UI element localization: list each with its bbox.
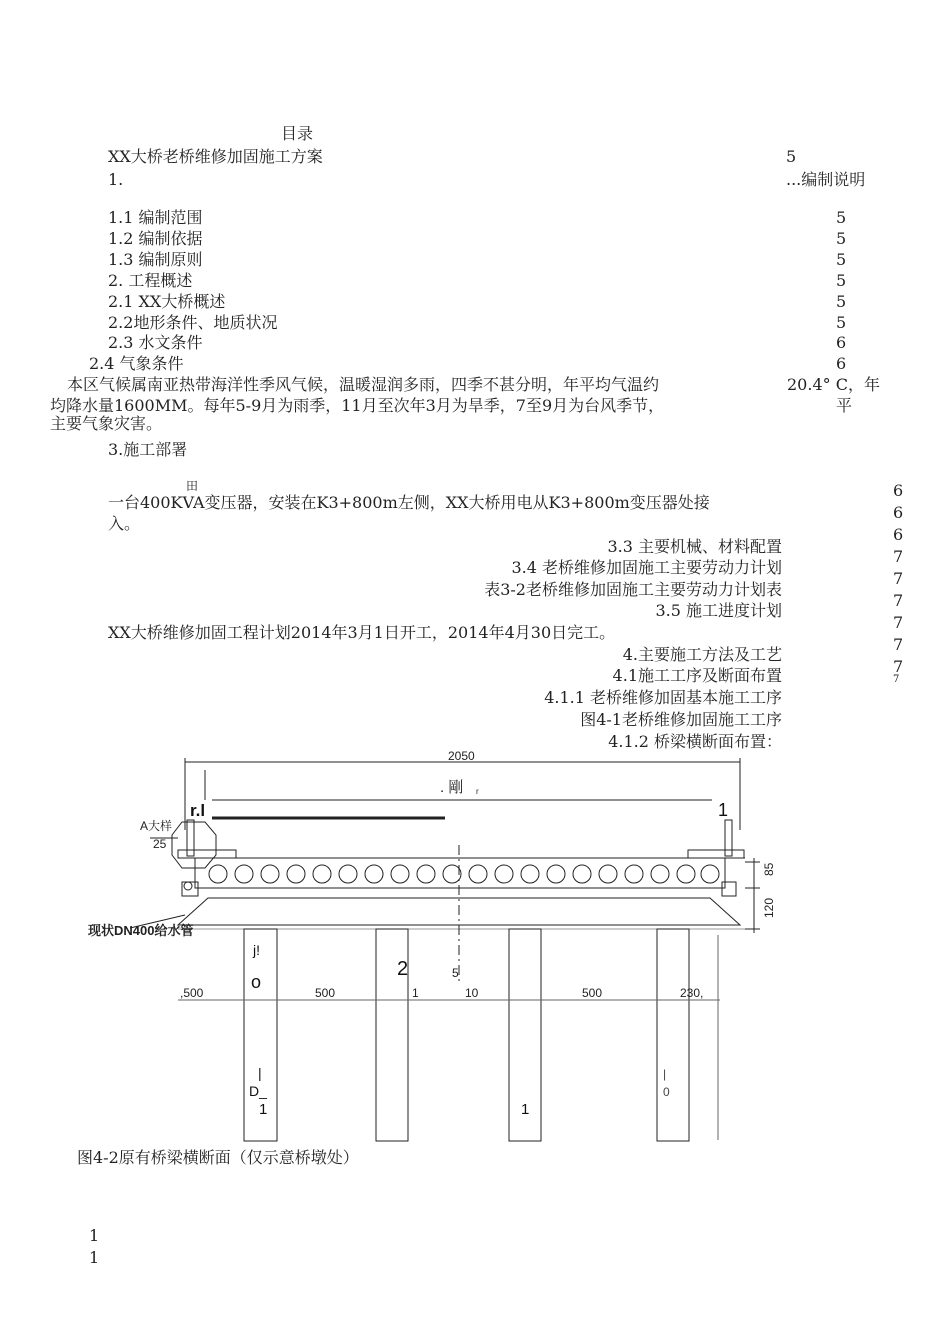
climate-line-3: 主要气象灾害。: [50, 414, 163, 433]
edge-page-number: 6: [893, 525, 904, 544]
toc-entry[interactable]: 2.3 水文条件: [108, 333, 203, 352]
figure-caption: 图4-2原有桥梁横断面（仅示意桥墩处）: [77, 1148, 359, 1167]
toc-page: 6: [836, 333, 847, 352]
toc-entry-right[interactable]: 4.1.2 桥梁横断面布置：: [608, 732, 782, 751]
edge-page-number: 7: [893, 591, 904, 610]
toc-entry[interactable]: 1.: [108, 170, 124, 189]
mid-label: 5: [452, 966, 459, 980]
pier-mark: D_: [249, 1083, 267, 1099]
toc-entry[interactable]: 2.2地形条件、地质状况: [108, 313, 278, 332]
pier-mark: o: [251, 972, 262, 992]
span-dimension: 1: [412, 986, 419, 1000]
toc-entry-right[interactable]: 3.3 主要机械、材料配置: [607, 537, 782, 556]
pier-mark: |: [258, 1065, 262, 1081]
span-dimension: 500: [582, 986, 603, 1000]
span-dimension: ,500: [180, 986, 204, 1000]
center-sub-label: r: [476, 787, 479, 796]
table-glyph: 田: [186, 479, 199, 493]
toc-page: 5: [836, 292, 847, 311]
pier-mark: 2: [397, 958, 409, 980]
width-dimension-label: 2050: [448, 749, 475, 763]
toc-page: 5: [836, 250, 847, 269]
toc-entry-right[interactable]: 4.1.1 老桥维修加固基本施工工序: [544, 688, 782, 707]
water-pipe-label: 现状DN400给水管: [88, 923, 194, 938]
toc-entry[interactable]: 1.1 编制范围: [108, 208, 203, 227]
toc-page: 6: [836, 354, 847, 373]
toc-page: 5: [836, 313, 847, 332]
toc-entry[interactable]: 2. 工程概述: [108, 271, 193, 290]
pier-mark: 1: [259, 1101, 268, 1118]
toc-entry-right[interactable]: 3.4 老桥维修加固施工主要劳动力计划: [511, 558, 782, 577]
toc-entry-right[interactable]: 3.5 施工进度计划: [655, 601, 782, 620]
toc-page: 5: [836, 208, 847, 227]
center-label: . 剛: [440, 779, 464, 796]
pier-mark: 1: [521, 1101, 530, 1118]
dim-120: 120: [762, 897, 776, 918]
toc-page: 5: [786, 147, 797, 166]
edge-page-number: 7: [893, 547, 904, 566]
power-line-1: 一台400KVA变压器，安装在K3+800m左侧，XX大桥用电从K3+800m变压器处接: [108, 493, 710, 512]
hollow-core-voids: [209, 865, 719, 883]
toc-page: ...编制说明: [786, 170, 866, 189]
footer-number: 1: [89, 1226, 100, 1245]
detail-a-number: 25: [153, 837, 167, 851]
span-dimension: 230,: [680, 986, 704, 1000]
edge-page-number: 7: [893, 569, 904, 588]
toc-title: 目录: [281, 124, 314, 143]
edge-page-number: 7: [893, 635, 904, 654]
pier-mark: j!: [253, 942, 260, 958]
span-dimension: 10: [465, 986, 479, 1000]
left-mark: r.l: [190, 801, 206, 820]
climate-line-1: 本区气候属南亚热带海洋性季风气候，温暖湿润多雨，四季不甚分明，年平均气温约: [67, 375, 660, 394]
toc-entry[interactable]: 1.3 编制原则: [108, 250, 203, 269]
toc-entry[interactable]: 2.4 气象条件: [89, 354, 184, 373]
toc-entry[interactable]: 2.1 XX大桥概述: [108, 292, 226, 311]
toc-page: 5: [836, 271, 847, 290]
toc-page: 5: [836, 229, 847, 248]
schedule-text: XX大桥维修加固工程计划2014年3月1日开工，2014年4月30日完工。: [108, 623, 616, 642]
edge-page-number: 6: [893, 481, 904, 500]
toc-entry-title[interactable]: XX大桥老桥维修加固施工方案: [108, 147, 323, 166]
span-dimension: 500: [315, 986, 336, 1000]
pier-mark: |: [663, 1067, 667, 1081]
toc-entry[interactable]: 1.2 编制依据: [108, 229, 203, 248]
toc-entry-right[interactable]: 表3-2老桥维修加固施工主要劳动力计划表: [484, 580, 782, 599]
edge-page-number: 6: [893, 503, 904, 522]
footer-number: 1: [89, 1248, 100, 1267]
right-mark: 1: [718, 800, 729, 820]
dim-85: 85: [762, 862, 776, 876]
detail-a-label: A大样: [140, 819, 173, 833]
pier-mark: 0: [663, 1085, 670, 1099]
toc-entry-right[interactable]: 4.1施工工序及断面布置: [612, 666, 782, 685]
climate-line-2: 均降水量1600MM。每年5-9月为雨季，11月至次年3月为旱季，7至9月为台风季节，: [50, 396, 665, 415]
toc-entry-right[interactable]: 图4-1老桥维修加固施工工序: [580, 710, 782, 729]
edge-page-number: 7: [893, 657, 904, 676]
section-heading[interactable]: 3.施工部署: [108, 440, 188, 459]
toc-entry-right[interactable]: 4.主要施工方法及工艺: [622, 645, 782, 664]
edge-page-number: 7: [893, 613, 904, 632]
edge-page-number: 7: [893, 674, 900, 685]
power-line-2: 入。: [108, 514, 141, 533]
climate-line-1-right: 20.4° C，年: [787, 375, 880, 394]
climate-line-2-right: 平: [836, 396, 853, 415]
